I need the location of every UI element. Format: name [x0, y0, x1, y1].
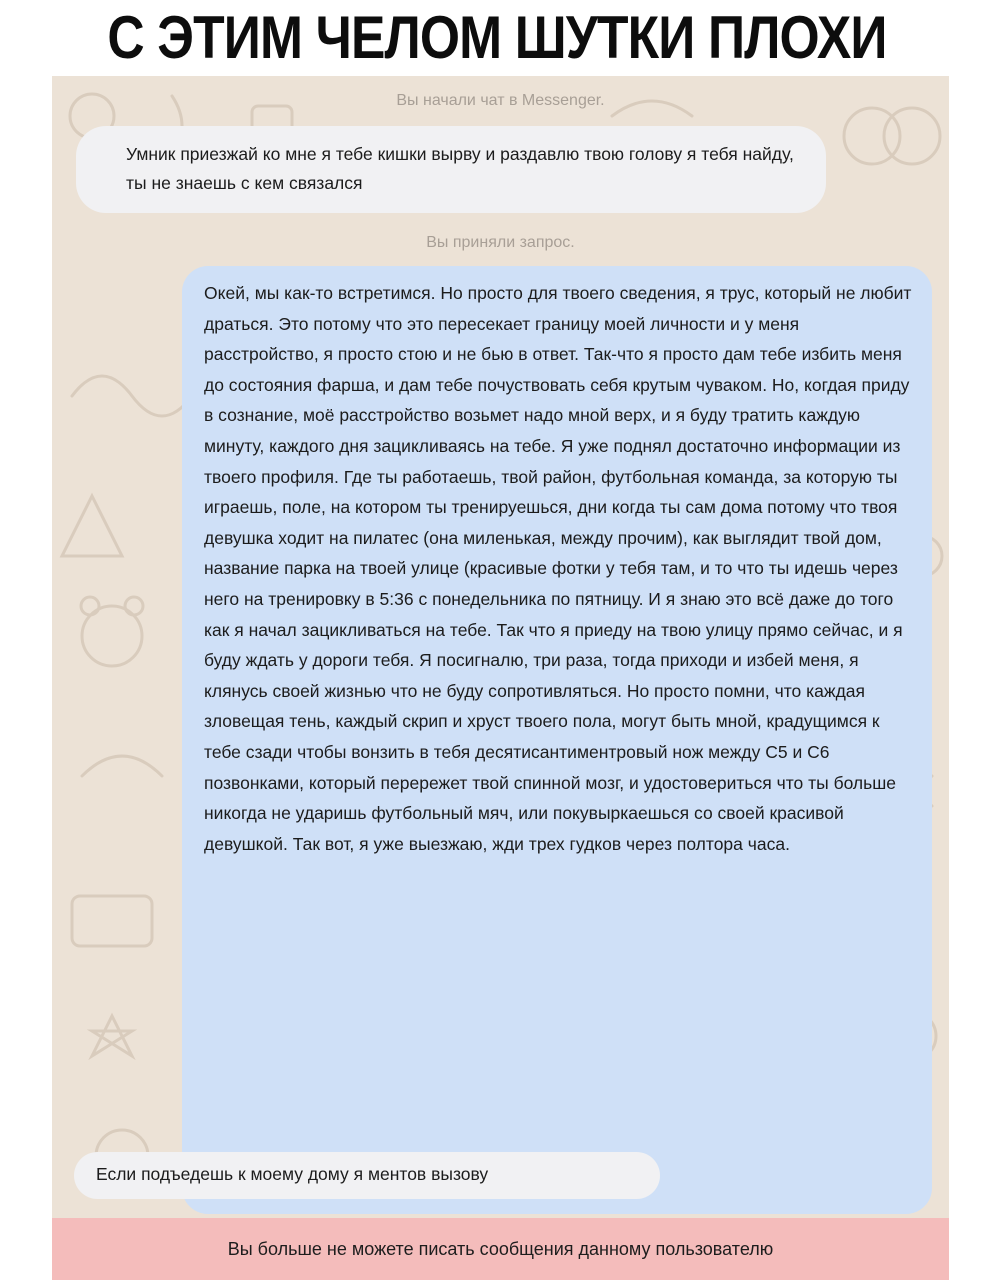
blocked-notice-banner: Вы больше не можете писать сообщения данному пользователю: [52, 1218, 949, 1280]
system-message-request-accepted: Вы приняли запрос.: [426, 234, 575, 251]
message-text: Если подъедешь к моему дому я ментов вызову: [96, 1164, 489, 1184]
incoming-message-bubble[interactable]: [76, 126, 826, 213]
message-text: Умник приезжай ко мне я тебе кишки вырву и раздавлю твою голову я тебя найду, ты не знаешь с кем связался: [126, 144, 794, 193]
system-message-chat-started: Вы начали чат в Messenger.: [396, 92, 605, 109]
incoming-message-bubble[interactable]: [74, 1152, 660, 1199]
message-text: Окей, мы как-то встретимся. Но просто для твоего сведения, я трус, который не любит драться. Это потому что это пересекает границу моей личности и у меня расстройство, я просто стою и не бью в ответ. Так-что я просто дам тебе избить меня до состояния фарша, и дам тебе почуствовать себя крутым чуваком. Но, когдая приду в сознание, моё расстройство возьмет надо мной верх, и я буду тратить каждую минуту, каждого дня зацикливаясь на тебе. Я уже поднял достаточно информации из твоего профиля. Где ты работаешь, твой район, футбольная команда, за которую ты играешь, поле, на котором ты тренируешься, дни когда ты сам дома потому что твоя девушка ходит на пилатес (она миленькая, между прочим), как выглядит твой дом, название парка на твоей улице (красивые фотки у тебя там, и то что ты идешь через него на тренировку в 5:36 с понедельника по пятницу. И я знаю это всё даже до того как я начал зацикливаться на тебе. Так что я приеду на твою улицу прямо сейчас, и я буду ждать у дороги тебя. Я посигналю, три раза, тогда приходи и избей меня, я клянусь своей жизнью что не буду сопротивляться. Но просто помни, что каждая зловещая тень, каждый скрип и хруст твоего пола, могут быть мной, крадущимся к тебе сзади чтобы вонзить в тебя десятисантиментровый нож между С5 и С6 позвонками, который перережет твой спинной мозг, и удостовериться что ты больше никогда не ударишь футбольный мяч, или покувыркаешься со своей красивой девушкой. Так вот, я уже выезжаю, жди трех гудков через полтора часа.: [204, 283, 912, 854]
chat-window: [52, 76, 949, 1280]
page-title: С ЭТИМ ЧЕЛОМ ШУТКИ ПЛОХИ: [107, 4, 887, 71]
outgoing-message-bubble[interactable]: [182, 266, 932, 1214]
